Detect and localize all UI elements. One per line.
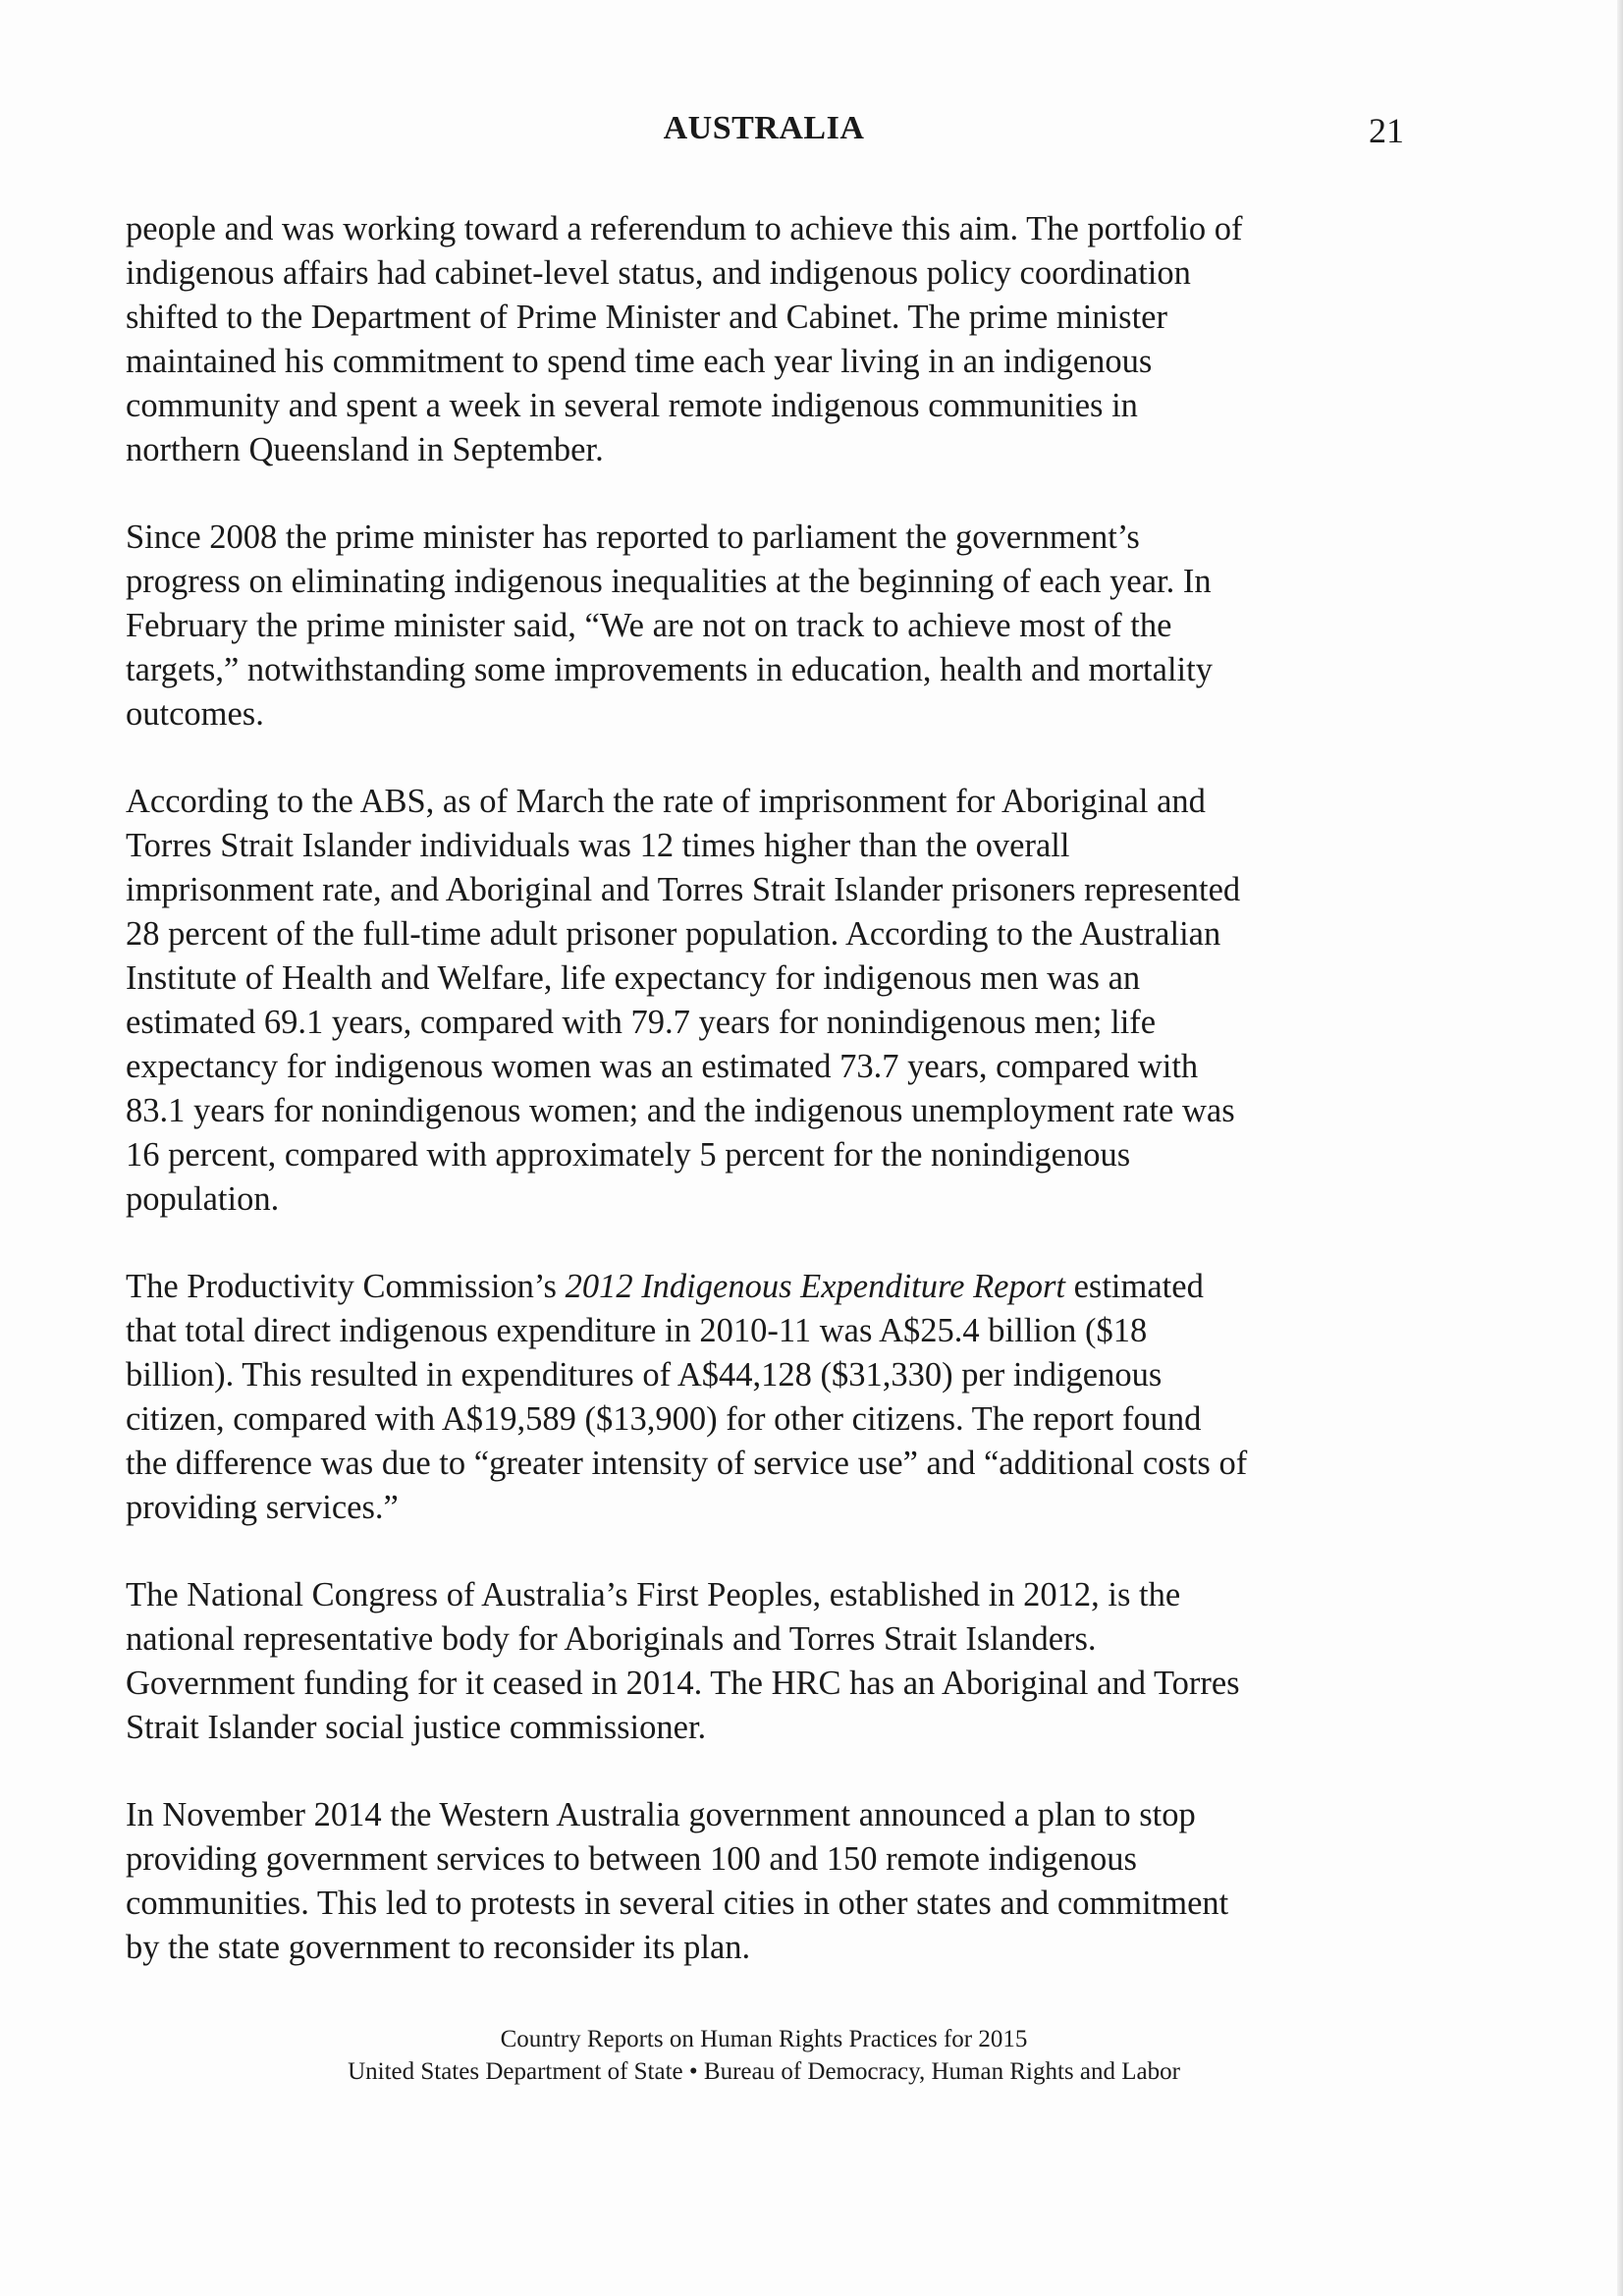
text-line: indigenous affairs had cabinet-level status, and indigenous policy coordination	[126, 254, 1191, 292]
text-line: providing government services to between 100 and 150 remote indigenous	[126, 1840, 1137, 1878]
page-number: 21	[1369, 111, 1404, 150]
paragraph-1	[126, 207, 1422, 472]
text-line: Strait Islander social justice commissioner.	[126, 1709, 707, 1746]
text-line: 28 percent of the full-time adult prisoner population. According to the Australian	[126, 915, 1221, 953]
text-line: progress on eliminating indigenous inequalities at the beginning of each year. In	[126, 563, 1212, 600]
text-line: outcomes.	[126, 695, 264, 733]
text-line: people and was working toward a referendum to achieve this aim. The portfolio of	[126, 210, 1243, 247]
text-line: imprisonment rate, and Aboriginal and Torres Strait Islander prisoners represented	[126, 871, 1241, 908]
text-line: estimated 69.1 years, compared with 79.7 years for nonindigenous men; life	[126, 1004, 1157, 1041]
page-title: AUSTRALIA	[663, 110, 865, 146]
text-line: Torres Strait Islander individuals was 12 times higher than the overall	[126, 827, 1070, 864]
text-run: The Productivity Commission’s	[126, 1268, 566, 1305]
text-line: Government funding for it ceased in 2014. The HRC has an Aboriginal and Torres	[126, 1665, 1240, 1702]
text-line: the difference was due to “greater intensity of service use” and “additional costs of	[126, 1445, 1248, 1482]
text-line: Institute of Health and Welfare, life expectancy for indigenous men was an	[126, 959, 1141, 997]
page-header	[126, 110, 1402, 159]
text-line: shifted to the Department of Prime Minister and Cabinet. The prime minister	[126, 299, 1167, 336]
text-line: community and spent a week in several remote indigenous communities in	[126, 387, 1138, 424]
text-line: by the state government to reconsider its plan.	[126, 1929, 751, 1966]
text-line: The National Congress of Australia’s First Peoples, established in 2012, is the	[126, 1576, 1181, 1613]
footer-report-title: Country Reports on Human Rights Practices for 2015	[500, 2026, 1028, 2052]
text-line: that total direct indigenous expenditure in 2010-11 was A$25.4 billion ($18	[126, 1312, 1148, 1349]
text-line: targets,” notwithstanding some improvements in education, health and mortality	[126, 651, 1213, 688]
report-title-italic: 2012 Indigenous Expenditure Report	[565, 1268, 1065, 1305]
text-line: maintained his commitment to spend time each year living in an indigenous	[126, 343, 1153, 380]
text-line: population.	[126, 1180, 280, 1218]
text-line: February the prime minister said, “We are not on track to achieve most of the	[126, 607, 1172, 644]
text-line: citizen, compared with A$19,589 ($13,900) for other citizens. The report found	[126, 1400, 1202, 1438]
footer-department: United States Department of State • Bureau of Democracy, Human Rights and Labor	[348, 2058, 1180, 2085]
paragraph-6	[126, 1793, 1422, 1970]
scan-edge	[1617, 0, 1623, 2296]
text-line: In November 2014 the Western Australia government announced a plan to stop	[126, 1796, 1196, 1833]
text-line	[126, 1265, 1422, 1309]
text-run: estimated	[1064, 1268, 1204, 1305]
text-line: communities. This led to protests in several cities in other states and commitment	[126, 1885, 1229, 1922]
text-line: northern Queensland in September.	[126, 431, 604, 468]
text-line: billion). This resulted in expenditures of A$44,128 ($31,330) per indigenous	[126, 1356, 1163, 1394]
text-line: Since 2008 the prime minister has reported to parliament the government’s	[126, 519, 1140, 556]
paragraph-4	[126, 1265, 1422, 1530]
paragraph-2	[126, 516, 1422, 737]
page-footer	[126, 2023, 1402, 2088]
text-line: According to the ABS, as of March the rate of imprisonment for Aboriginal and	[126, 783, 1206, 820]
paragraph-5	[126, 1573, 1422, 1750]
text-line: 83.1 years for nonindigenous women; and the indigenous unemployment rate was	[126, 1092, 1235, 1129]
paragraph-3	[126, 780, 1422, 1222]
text-line: national representative body for Aboriginals and Torres Strait Islanders.	[126, 1620, 1097, 1658]
body-text	[126, 207, 1422, 2013]
text-line: expectancy for indigenous women was an estimated 73.7 years, compared with	[126, 1048, 1199, 1085]
text-line: 16 percent, compared with approximately 5 percent for the nonindigenous	[126, 1136, 1131, 1174]
text-line: providing services.”	[126, 1489, 399, 1526]
